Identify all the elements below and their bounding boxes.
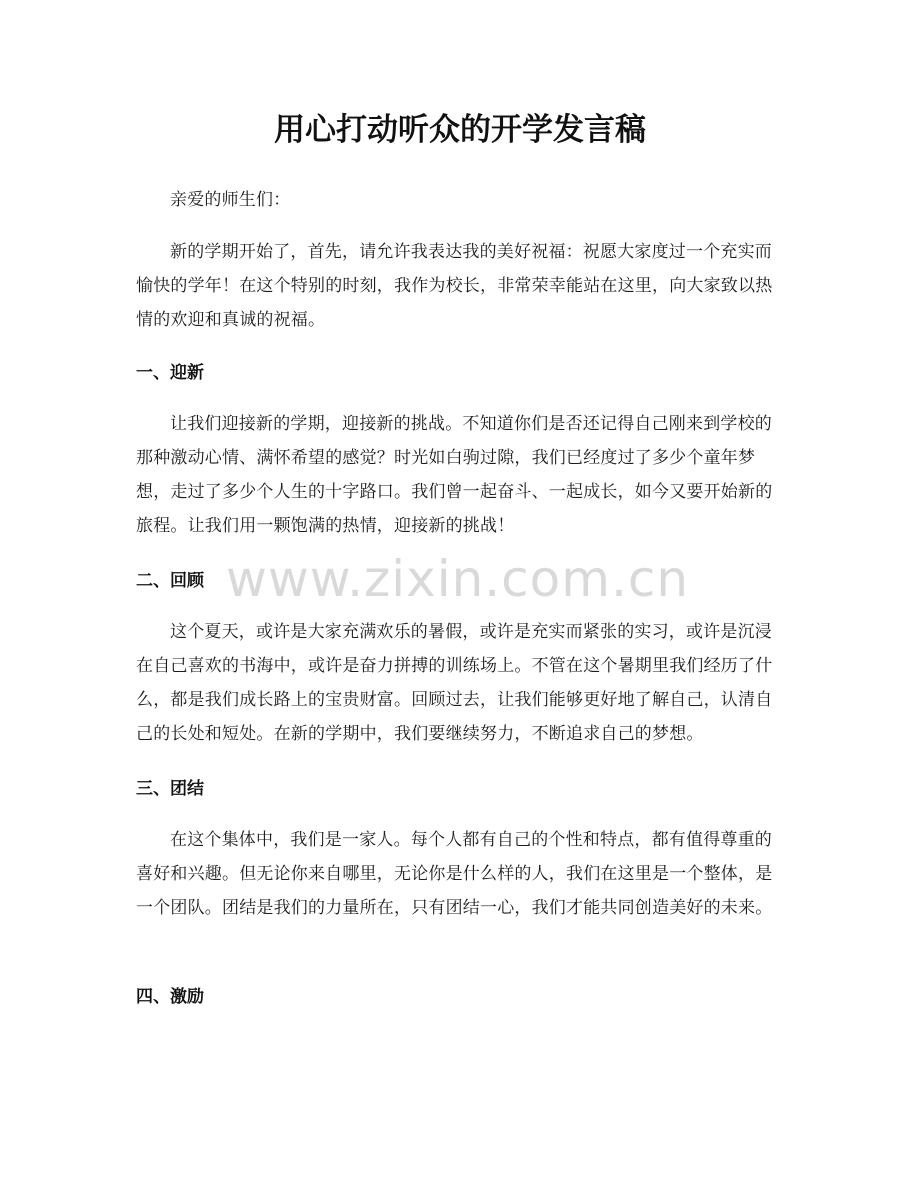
section-body-unity: 在这个集体中，我们是一家人。每个人都有自己的个性和特点，都有值得尊重的喜好和兴趣。但无论你来自哪里，无论你是什么样的人，我们在这里是一个整体，是一个团队。团结是我们的力量所在，只有团结一心，我们才能共同创造美好的未来。 [136, 830, 773, 918]
watermark-text: www.zixin.com.cn [226, 550, 690, 608]
section-heading-motivation: 四、激励 [136, 987, 204, 1007]
section-heading-welcome: 一、迎新 [136, 363, 204, 383]
section-body-welcome: 让我们迎接新的学期，迎接新的挑战。不知道你们是否还记得自己刚来到学校的那种激动心情、满怀希望的感觉？时光如白驹过隙，我们已经度过了多少个童年梦想，走过了多少个人生的十字路口。我们曾一起奋斗、一起成长，如今又要开始新的旅程。让我们用一颗饱满的热情，迎接新的挑战！ [136, 414, 773, 536]
page-title: 用心打动听众的开学发言稿 [274, 112, 646, 148]
section-heading-review: 二、回顾 [136, 571, 204, 591]
salutation: 亲爱的师生们： [170, 190, 291, 210]
intro-paragraph: 新的学期开始了，首先，请允许我表达我的美好祝福：祝愿大家度过一个充实而愉快的学年！在这个特别的时刻，我作为校长，非常荣幸能站在这里，向大家致以热情的欢迎和真诚的祝福。 [136, 242, 773, 330]
section-heading-unity: 三、团结 [136, 779, 204, 799]
section-body-review: 这个夏天，或许是大家充满欢乐的暑假，或许是充实而紧张的实习，或许是沉浸在自己喜欢的书海中，或许是奋力拼搏的训练场上。不管在这个暑期里我们经历了什么，都是我们成长路上的宝贵财富。回顾过去，让我们能够更好地了解自己，认清自己的长处和短处。在新的学期中，我们要继续努力，不断追求自己的梦想。 [136, 622, 773, 744]
